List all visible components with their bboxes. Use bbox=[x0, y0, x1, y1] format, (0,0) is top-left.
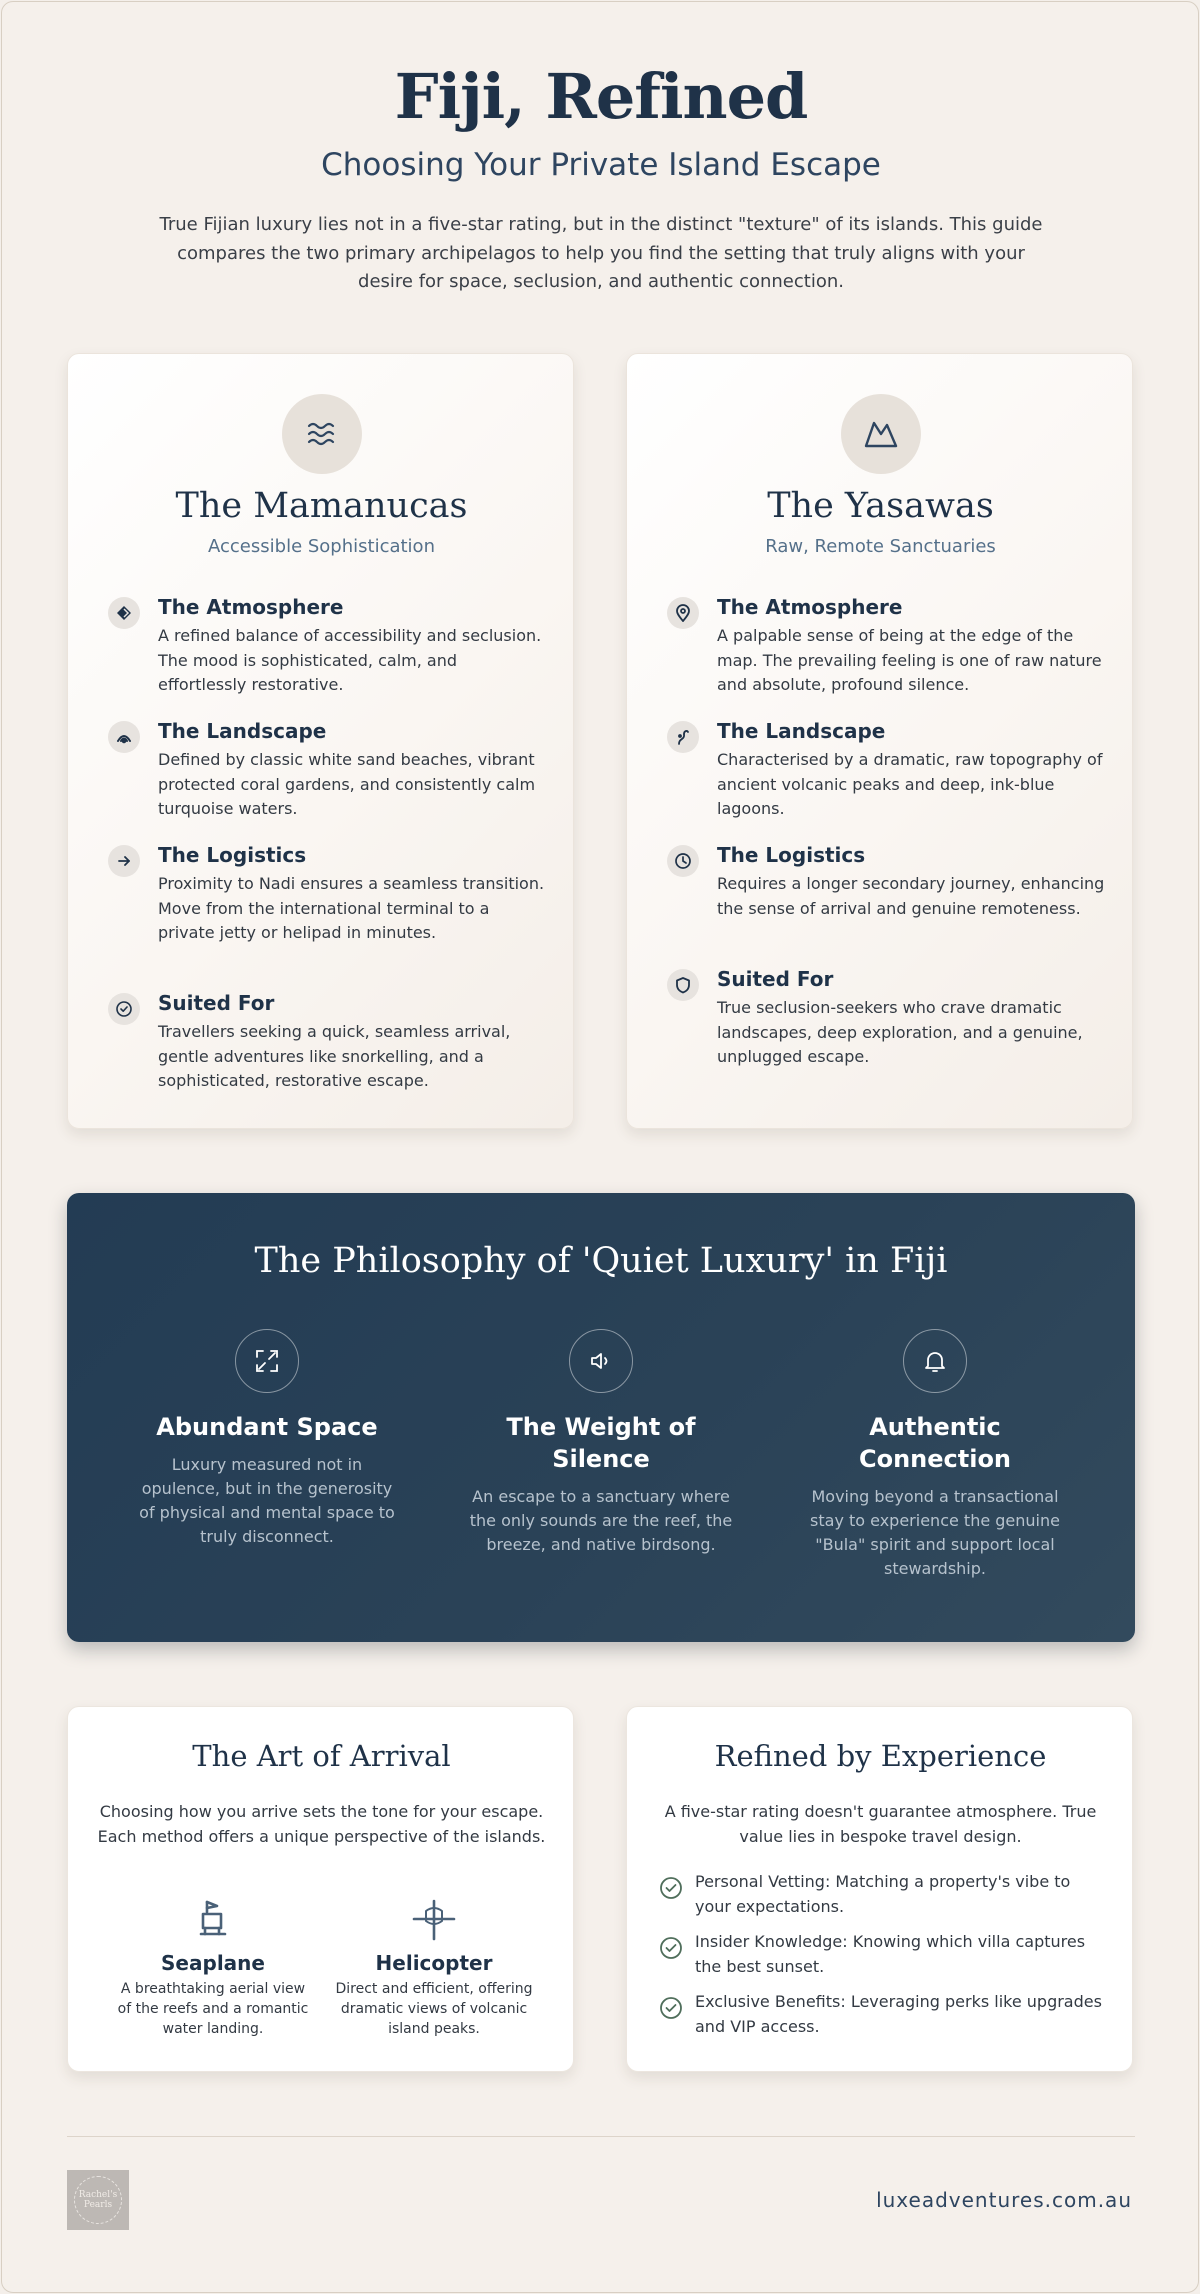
card-subtitle: Raw, Remote Sanctuaries bbox=[765, 536, 996, 557]
feature-body: A refined balance of accessibility and seclusion. The mood is sophisticated, calm, and effortlessly restorative. bbox=[158, 626, 542, 694]
benefit-text: Exclusive Benefits: Leveraging perks like upgrades and VIP access. bbox=[695, 1992, 1102, 2036]
mountain-icon bbox=[841, 394, 921, 474]
helicopter-icon bbox=[334, 1897, 534, 1941]
pillar-weight-of-silence bbox=[456, 1329, 746, 1557]
feature-heading: The Atmosphere bbox=[717, 595, 903, 619]
shield-icon bbox=[667, 969, 699, 1001]
mode-body: A breathtaking aerial view of the reefs and a romantic water landing. bbox=[117, 1981, 309, 2037]
hero bbox=[2, 60, 1200, 297]
card-yasawas bbox=[626, 353, 1133, 1129]
feature-heading: The Logistics bbox=[158, 843, 307, 867]
feature-heading: The Landscape bbox=[717, 719, 886, 743]
benefit-text: Personal Vetting: Matching a property's vibe to your expectations. bbox=[695, 1872, 1071, 1916]
check-circle-icon bbox=[108, 993, 140, 1025]
brand-logo bbox=[67, 2170, 129, 2230]
feature-body: Characterised by a dramatic, raw topography of ancient volcanic peaks and deep, ink-blue lagoons. bbox=[717, 750, 1103, 818]
feature-body: A palpable sense of being at the edge of the map. The prevailing feeling is one of raw nature and absolute, profound silence. bbox=[717, 626, 1102, 694]
check-circle-icon bbox=[659, 1876, 683, 1900]
pillar-heading: Abundant Space bbox=[156, 1413, 378, 1441]
bell-icon bbox=[903, 1329, 967, 1393]
page-title: Fiji, Refined bbox=[394, 60, 808, 133]
card-title: The Mamanucas bbox=[175, 486, 468, 526]
feature-body: Proximity to Nadi ensures a seamless transition. Move from the international terminal to a private jetty or helipad in minutes. bbox=[158, 874, 545, 942]
website-link[interactable]: luxeadventures.com.au bbox=[876, 2188, 1132, 2212]
mode-body: Direct and efficient, offering dramatic views of volcanic island peaks. bbox=[335, 1981, 533, 2037]
feature-heading: Suited For bbox=[158, 991, 275, 1015]
clock-icon bbox=[667, 845, 699, 877]
feature-heading: The Atmosphere bbox=[158, 595, 344, 619]
experience-card bbox=[626, 1706, 1133, 2072]
feature-body: Requires a longer secondary journey, enhancing the sense of arrival and genuine remoteness. bbox=[717, 874, 1105, 918]
volume-icon bbox=[569, 1329, 633, 1393]
diamond-icon bbox=[108, 597, 140, 629]
check-circle-icon bbox=[659, 1996, 683, 2020]
benefit-text: Insider Knowledge: Knowing which villa captures the best sunset. bbox=[695, 1932, 1086, 1976]
pillar-abundant-space bbox=[122, 1329, 412, 1549]
arrival-title: The Art of Arrival bbox=[192, 1739, 451, 1773]
arrival-card bbox=[67, 1706, 574, 2072]
feature-heading: The Logistics bbox=[717, 843, 866, 867]
waves-icon bbox=[282, 394, 362, 474]
mode-heading: Helicopter bbox=[375, 1951, 493, 1975]
experience-title: Refined by Experience bbox=[714, 1739, 1047, 1773]
volcano-icon bbox=[667, 721, 699, 753]
feature-body: Travellers seeking a quick, seamless arrival, gentle adventures like snorkelling, and a sophisticated, restorative escape. bbox=[158, 1022, 511, 1090]
feature-body: Defined by classic white sand beaches, vibrant protected coral gardens, and consistently calm turquoise waters. bbox=[158, 750, 536, 818]
footer-divider bbox=[67, 2136, 1135, 2137]
pillar-body: Luxury measured not in opulence, but in the generosity of physical and mental space to truly disconnect. bbox=[139, 1455, 395, 1546]
pillar-heading: The Weight of Silence bbox=[506, 1413, 696, 1473]
pillar-heading: Authentic Connection bbox=[858, 1413, 1012, 1473]
coral-icon bbox=[108, 721, 140, 753]
philosophy-title: The Philosophy of 'Quiet Luxury' in Fiji bbox=[254, 1241, 948, 1281]
pillar-body: Moving beyond a transactional stay to experience the genuine "Bula" spirit and support local stewardship. bbox=[810, 1487, 1060, 1578]
logo-seal: Rachel's Pearls bbox=[74, 2176, 122, 2224]
card-mamanucas bbox=[67, 353, 574, 1129]
mode-heading: Seaplane bbox=[161, 1951, 265, 1975]
arrival-intro: Choosing how you arrive sets the tone for your escape. Each method offers a unique perspective of the islands. bbox=[97, 1802, 546, 1846]
mode-seaplane bbox=[113, 1897, 313, 2039]
check-circle-icon bbox=[659, 1936, 683, 1960]
philosophy-panel bbox=[67, 1193, 1135, 1642]
pillar-body: An escape to a sanctuary where the only sounds are the reef, the breeze, and native birdsong. bbox=[469, 1487, 733, 1554]
card-subtitle: Accessible Sophistication bbox=[208, 536, 435, 557]
expand-icon bbox=[235, 1329, 299, 1393]
card-title: The Yasawas bbox=[767, 486, 994, 526]
mode-helicopter bbox=[334, 1897, 534, 2039]
feature-heading: The Landscape bbox=[158, 719, 327, 743]
feature-body: True seclusion-seekers who crave dramatic landscapes, deep exploration, and a genuine, unplugged escape. bbox=[717, 998, 1083, 1066]
page-subtitle: Choosing Your Private Island Escape bbox=[321, 147, 881, 183]
page bbox=[1, 1, 1199, 2293]
seaplane-icon bbox=[113, 1897, 313, 1941]
map-pin-icon bbox=[667, 597, 699, 629]
arrow-right-icon bbox=[108, 845, 140, 877]
pillar-authentic-connection bbox=[790, 1329, 1080, 1581]
intro-paragraph: True Fijian luxury lies not in a five-star rating, but in the distinct "texture" of its islands. This guide compares the two primary archipelagos to help you find the setting that truly aligns with your desire for space, seclusion, and authentic connection. bbox=[159, 214, 1043, 292]
feature-heading: Suited For bbox=[717, 967, 834, 991]
experience-intro: A five-star rating doesn't guarantee atmosphere. True value lies in bespoke travel design. bbox=[664, 1802, 1097, 1846]
